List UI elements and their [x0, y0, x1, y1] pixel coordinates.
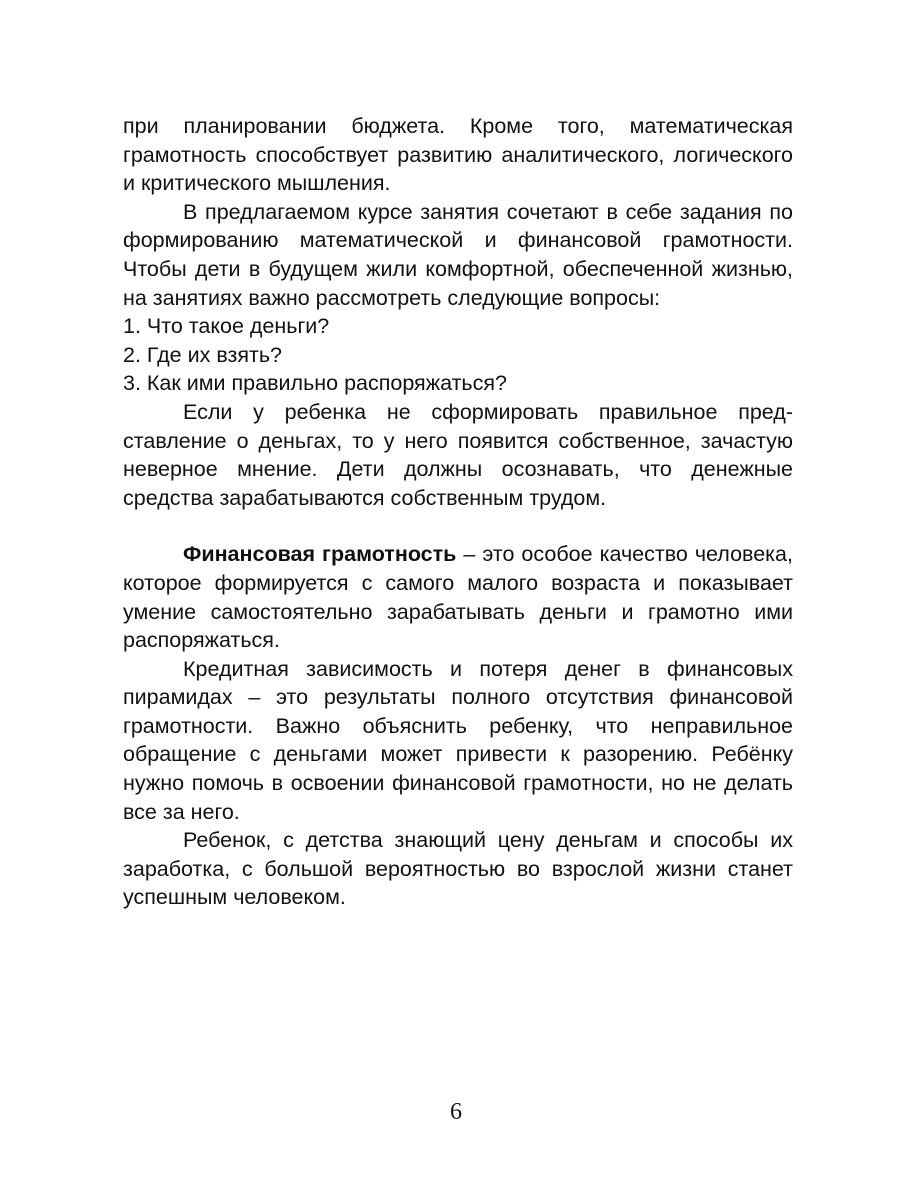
- definition-text: – это особое качество человека, которое формируется с самого малого возраста и показывает умение самостоятельно зарабатывать деньги и грамотно ими распоряжаться.: [123, 542, 793, 653]
- paragraph-gap: [123, 512, 793, 540]
- question-item-3: 3. Как ими правильно распоряжаться?: [123, 371, 507, 396]
- body-text: [123, 112, 793, 912]
- question-item-1: 1. Что такое деньги?: [123, 314, 330, 339]
- paragraph-money-perception: Если у ребенка не сформировать правильное представление о деньгах, то у него появится собственное, зачастую неверное мнение. Дети должны осознавать, что денежные средства зарабатываются собственным трудом.: [123, 399, 793, 510]
- paragraph-successful-person: Ребенок, с детства знающий цену деньгам и способы их заработка, с большой вероятностью во взрослой жизни станет успешным человеком.: [123, 828, 793, 910]
- paragraph-financial-literacy-definition: [123, 540, 793, 654]
- paragraph-course-description: В предлагаемом курсе занятия сочетают в себе задания по формированию математической и финансовой грамотности. Чтобы дети в будущем жили комфортной, обеспеченной жизнью, на занятиях важно рассмотреть следующие вопросы:: [123, 199, 793, 310]
- page-number: 6: [450, 1099, 462, 1125]
- defined-term: Финансовая грамотность: [183, 542, 457, 567]
- paragraph-continuation: при планировании бюджета. Кроме того, математическая грамотность способствует развитию аналитического, логического и критического мышления.: [123, 114, 793, 196]
- question-item-2: 2. Где их взять?: [123, 342, 283, 367]
- paragraph-credit-dependence: Кредитная зависимость и потеря денег в финансовых пирамидах – это результаты полного отсутствия финансовой грамотности. Важно объяснить ребенку, что неправильное обращение с деньгами может привести к разорению. Ребёнку нужно помочь в освоении финансовой грамотности, но не делать все за него.: [123, 656, 793, 824]
